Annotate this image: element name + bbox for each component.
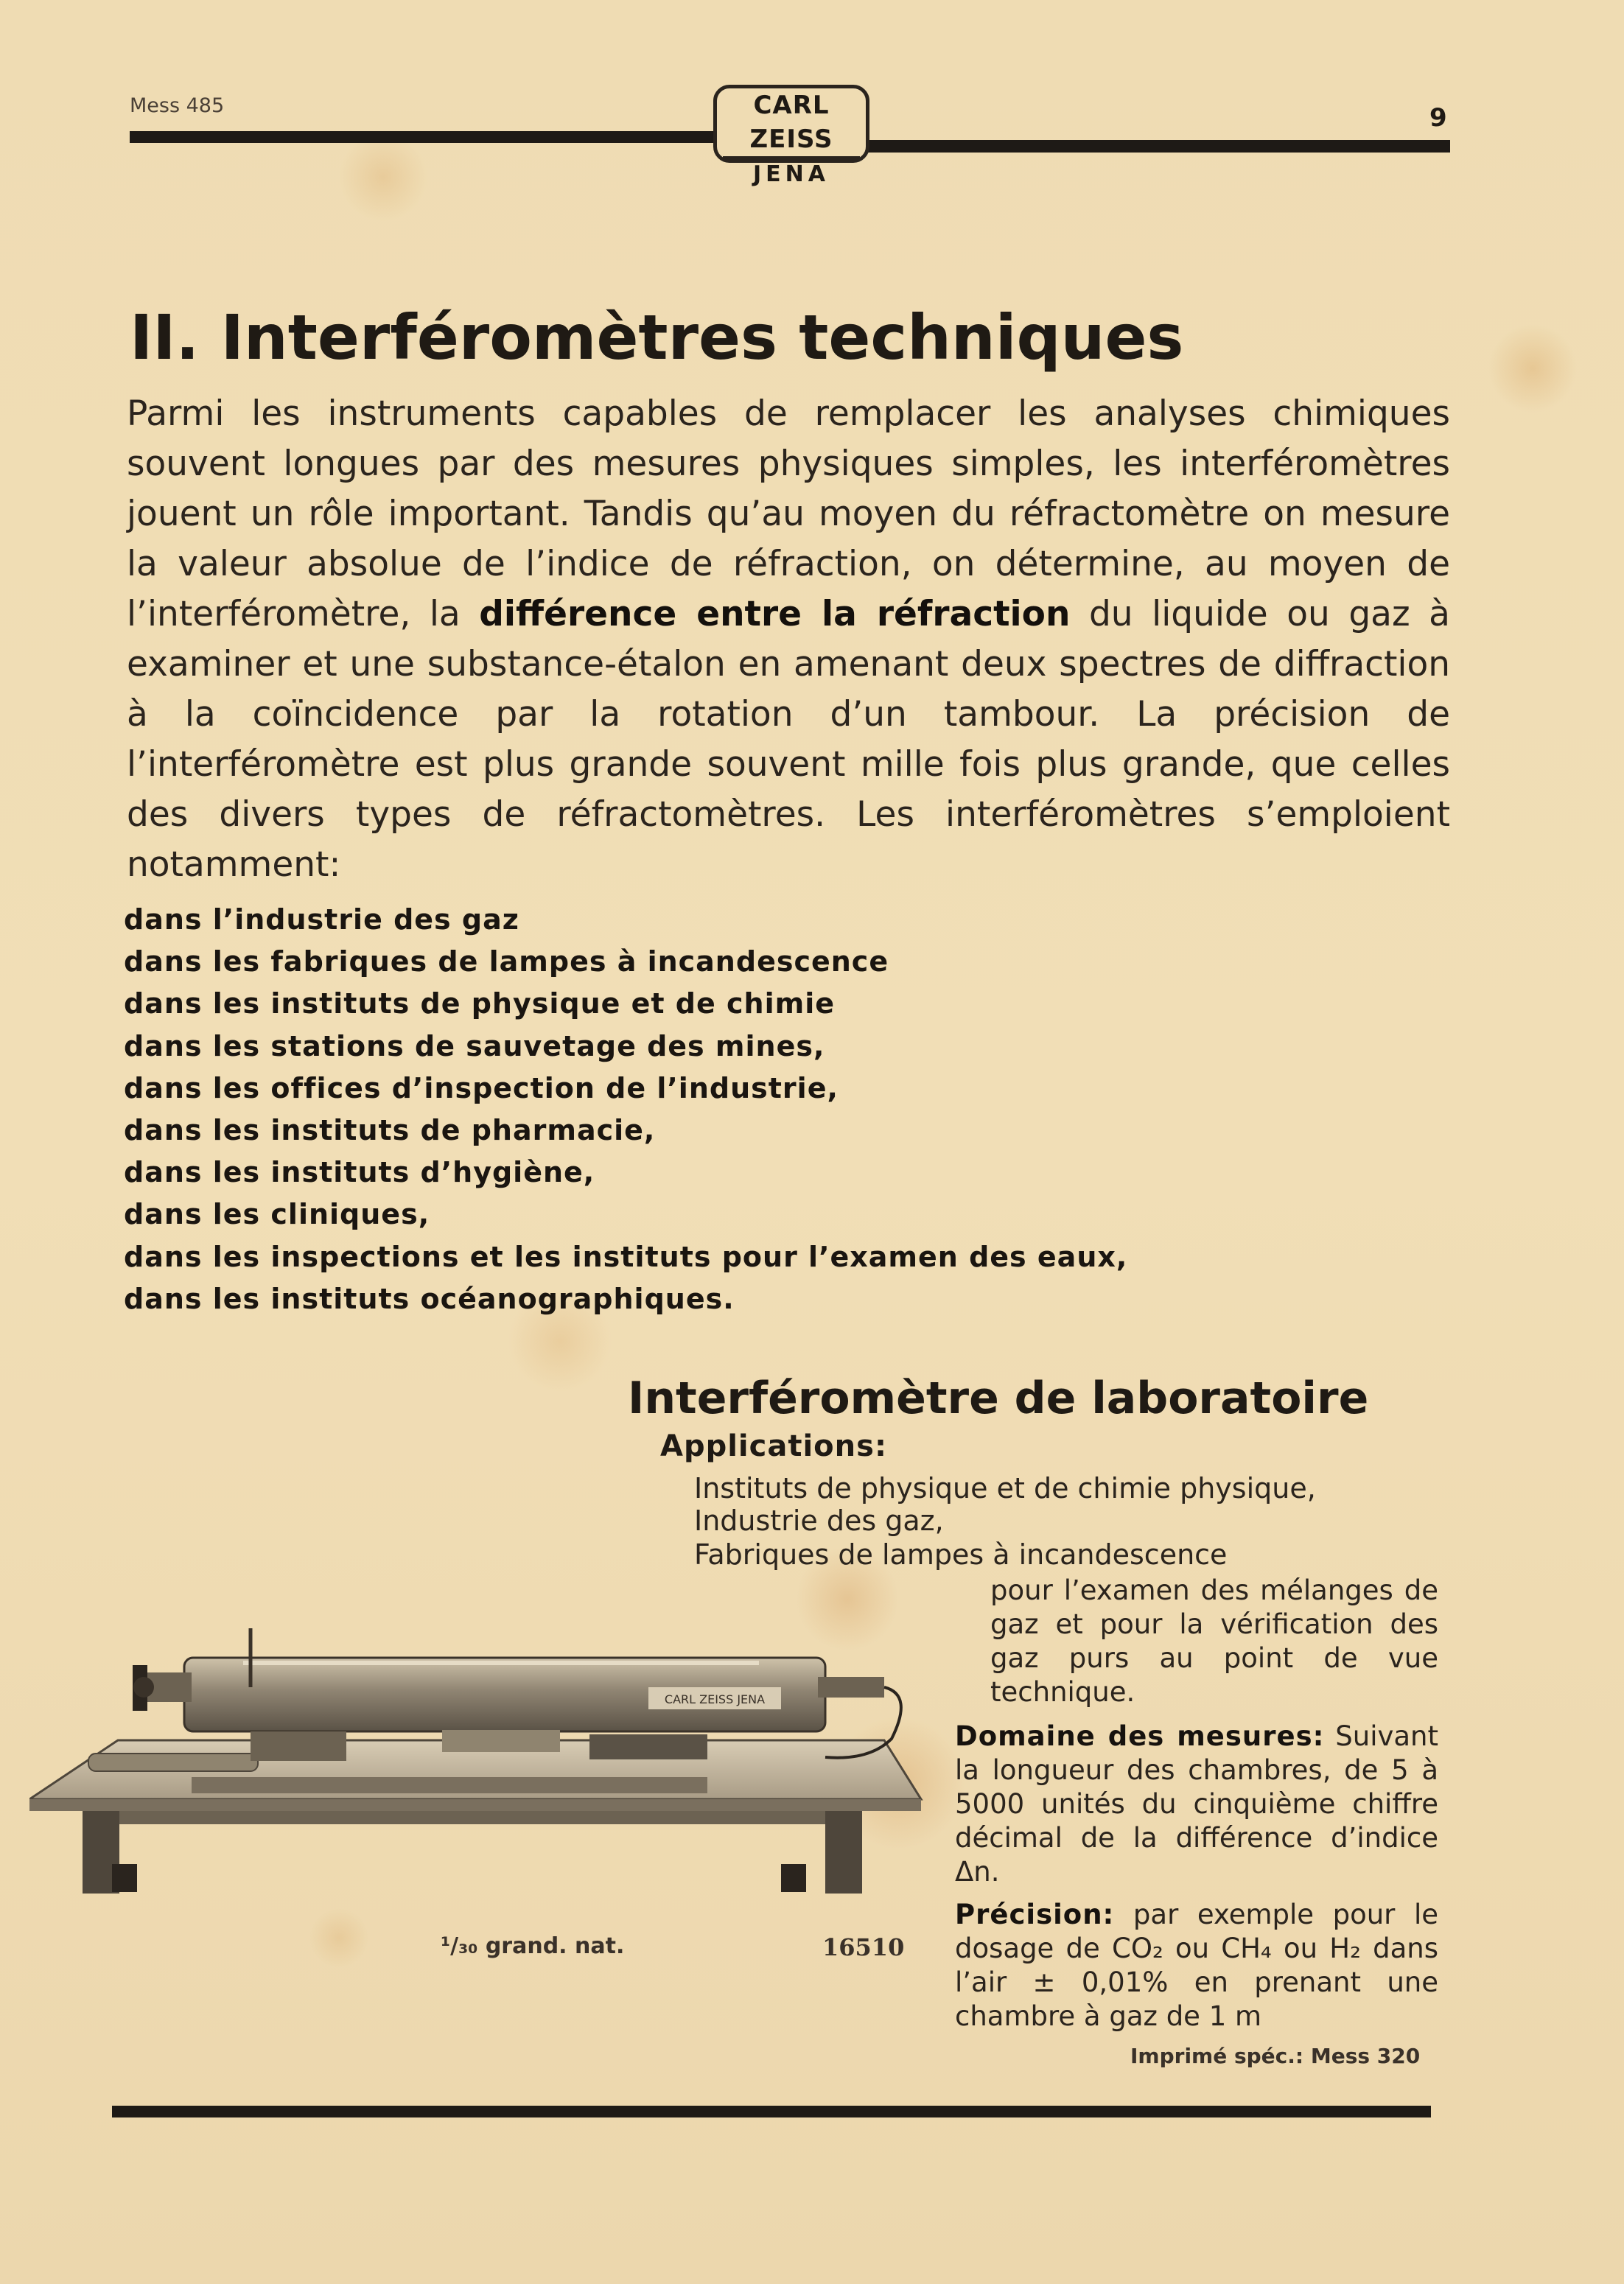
interferometer-illustration	[29, 1614, 943, 1930]
list-item: dans les inspections et les instituts pour l’examen des eaux,	[124, 1240, 1128, 1273]
applications-purpose: pour l’examen des mélanges de gaz et pour la vérification des gaz purs au point de vue technique.	[990, 1574, 1438, 1708]
precision	[955, 1898, 1438, 2033]
precision-label: Précision:	[955, 1899, 1115, 1930]
footer-rule	[112, 2106, 1431, 2117]
page-number: 9	[1429, 103, 1447, 133]
figure-number: 16510	[822, 1933, 905, 1961]
range-text: Suivant la longueur des chambres, de 5 à 5000 unités du cinquième chiffre décimal de la différence d’indice Δn.	[955, 1720, 1439, 1888]
list-item: dans les instituts océanographiques.	[124, 1282, 735, 1315]
application-item: Fabriques de lampes à incandescence	[694, 1538, 1228, 1571]
list-item: dans les offices d’inspection de l’industrie,	[124, 1071, 839, 1104]
precision-text: par exemple pour le dosage de CO₂ ou CH₄ ou H₂ dans l’air ± 0,01% en prenant une chambre à gaz de 1 m	[955, 1899, 1438, 2032]
product-title: Interféromètre de laboratoire	[628, 1373, 1369, 1424]
intro-paragraph	[127, 389, 1450, 890]
intro-text-2: du liquide ou gaz à examiner et une substance-étalon en amenant deux spectres de diffraction à la coïncidence par la rotation d’un tambour. La précision de l’interféromètre est plus grande souvent mille fois plus grande, que celles des divers types de réfractomètres. Les interféromètres s’emploient notamment:	[127, 594, 1450, 885]
range-label: Domaine des mesures:	[955, 1720, 1325, 1752]
scale-caption: ¹/₃₀ grand. nat.	[441, 1933, 625, 1959]
measurement-range	[955, 1720, 1438, 1889]
list-item: dans l’industrie des gaz	[124, 903, 519, 936]
instrument-label: CARL ZEISS JENA	[664, 1692, 766, 1706]
intro-text-1: Parmi les instruments capables de remplacer les analyses chimiques souvent longues par des mesures physiques simples, les interféromètres jouent un rôle important. Tandis qu’au moyen du réfractomètre on mesure la valeur absolue de l’indice de réfraction, on détermine, au moyen de l’interféromètre, la	[127, 393, 1450, 634]
application-item: Instituts de physique et de chimie physique,	[694, 1472, 1316, 1504]
application-item: Industrie des gaz,	[694, 1504, 944, 1537]
list-item: dans les fabriques de lampes à incandescence	[124, 945, 889, 978]
uses-list	[124, 899, 1229, 1320]
section-title: II. Interféromètres techniques	[130, 301, 1184, 374]
list-item: dans les cliniques,	[124, 1198, 430, 1231]
carl-zeiss-logo: CARL ZEISS JENA	[713, 85, 869, 163]
intro-emphasis: différence entre la réfraction	[479, 594, 1071, 634]
document-reference: Mess 485	[130, 94, 225, 117]
list-item: dans les instituts de pharmacie,	[124, 1114, 656, 1147]
list-item: dans les instituts d’hygiène,	[124, 1156, 595, 1189]
print-reference: Imprimé spéc.: Mess 320	[1130, 2044, 1421, 2068]
header-rule-right	[868, 140, 1450, 153]
applications-heading: Applications:	[660, 1429, 887, 1463]
list-item: dans les instituts de physique et de chimie	[124, 987, 836, 1020]
header-rule-left	[130, 131, 715, 143]
list-item: dans les stations de sauvetage des mines,	[124, 1029, 825, 1062]
